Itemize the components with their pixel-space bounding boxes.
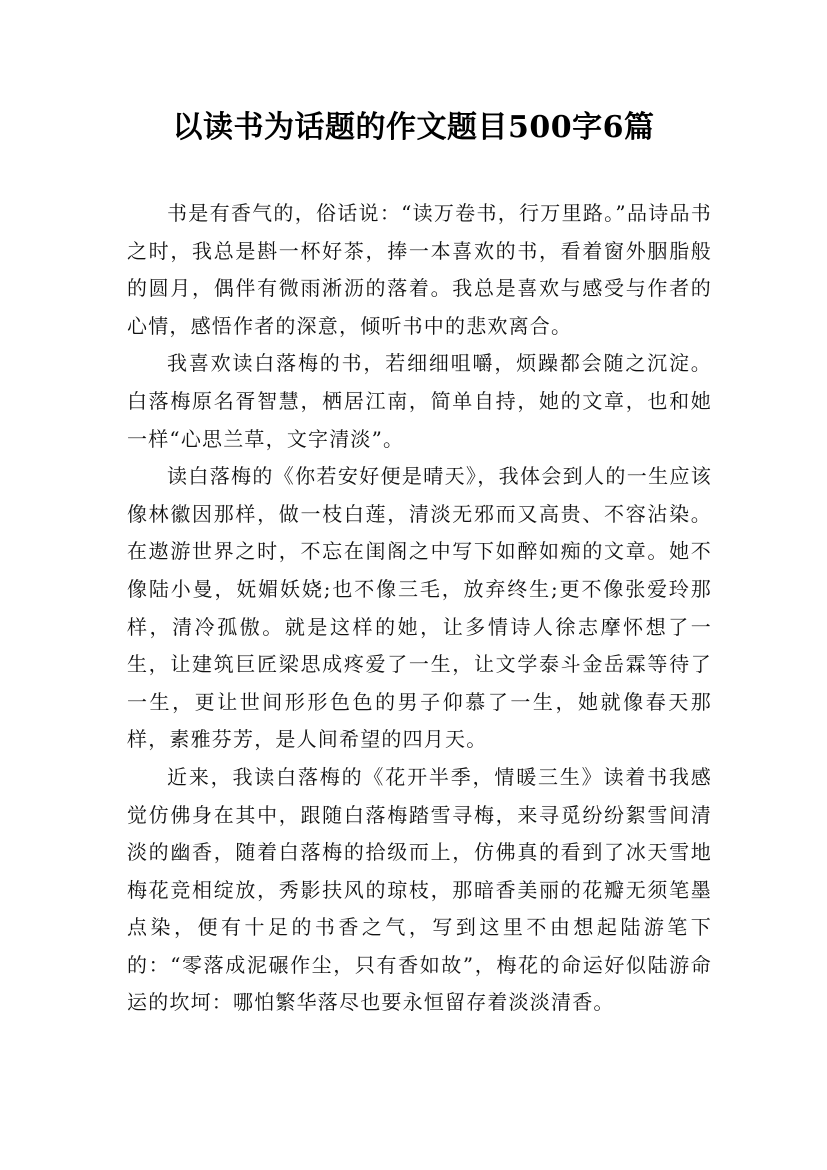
document-body bbox=[127, 195, 712, 1022]
paragraph-1: 书是有香气的，俗话说：“读万卷书，行万里路。”品诗品书之时，我总是斟一杯好茶，捧一本喜欢的书，看着窗外胭脂般的圆月，偶伴有微雨淅沥的落着。我总是喜欢与感受与作者的心情，感悟作者的深意，倾听书中的悲欢离合。 bbox=[127, 201, 712, 338]
paragraph-4: 近来，我读白落梅的《花开半季，情暖三生》读着书我感觉仿佛身在其中，跟随白落梅踏雪寻梅，来寻觅纷纷絮雪间清淡的幽香，随着白落梅的拾级而上，仿佛真的看到了冰天雪地梅花竞相绽放，秀影扶风的琼枝，那暗香美丽的花瓣无须笔墨点染，便有十足的书香之气，写到这里不由想起陆游笔下的：“零落成泥碾作尘，只有香如故”，梅花的命运好似陆游命运的坎坷：哪怕繁华落尽也要永恒留存着淡淡清香。 bbox=[127, 764, 712, 1015]
paragraph-2: 我喜欢读白落梅的书，若细细咀嚼，烦躁都会随之沉淀。白落梅原名胥智慧，栖居江南，简单自持，她的文章，也和她一样“心思兰草，文字清淡”。 bbox=[127, 351, 712, 451]
paragraph-3: 读白落梅的《你若安好便是晴天》，我体会到人的一生应该像林徽因那样，做一枝白莲，清淡无邪而又高贵、不容沾染。在遨游世界之时，不忘在闺阁之中写下如醉如痴的文章。她不像陆小曼，妩媚妖娆;也不像三毛，放弃终生;更不像张爱玲那样，清冷孤傲。就是这样的她，让多情诗人徐志摩怀想了一生，让建筑巨匠梁思成疼爱了一生，让文学泰斗金岳霖等待了一生，更让世间形形色色的男子仰慕了一生，她就像春天那样，素雅芬芳，是人间希望的四月天。 bbox=[127, 464, 712, 752]
document-title: 以读书为话题的作文题目500字6篇 bbox=[172, 110, 655, 145]
